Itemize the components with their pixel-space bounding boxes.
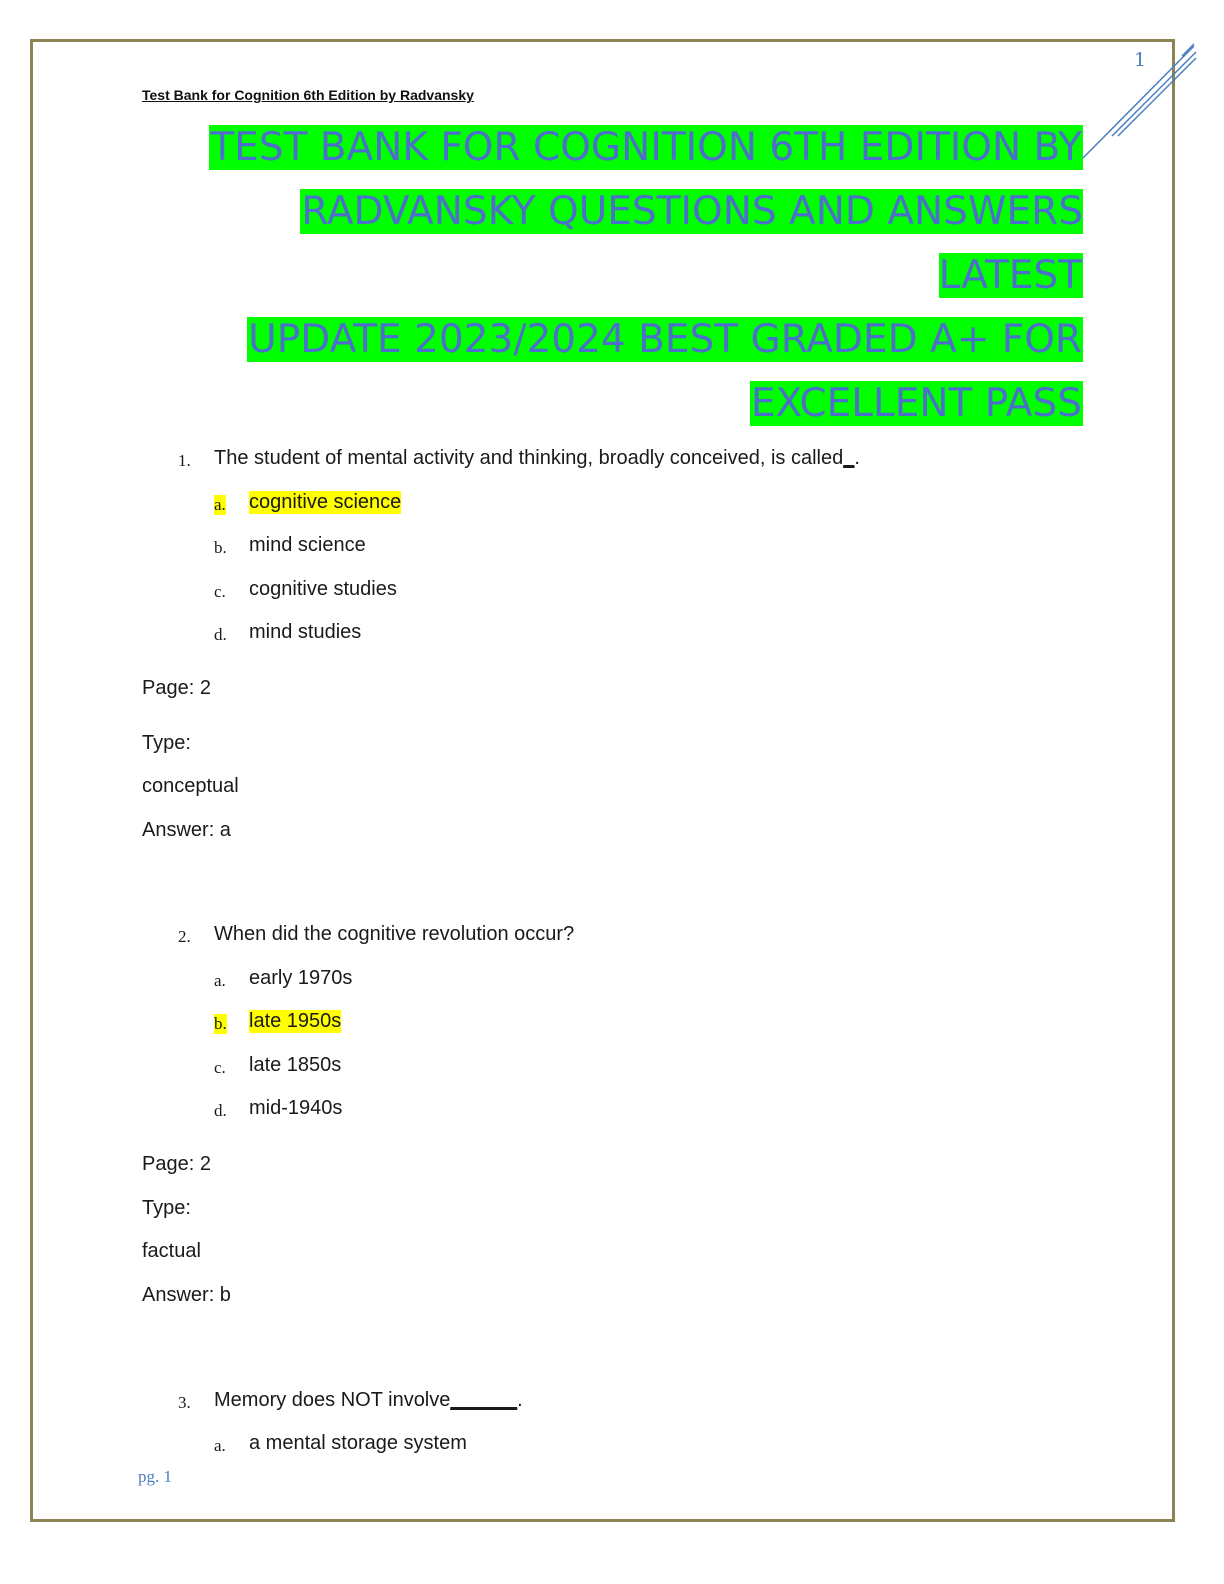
type-value: conceptual [142, 775, 239, 797]
document-header: Test Bank for Cognition 6th Edition by Radvansky [142, 87, 474, 103]
option-letter: b. [214, 538, 227, 557]
type-label: Type: [142, 732, 191, 754]
title-line: TEST BANK FOR COGNITION 6TH EDITION BY [210, 125, 1082, 170]
question-number: 1. [178, 451, 191, 470]
option-letter: d. [214, 1101, 227, 1120]
title-line: RADVANSKY QUESTIONS AND ANSWERS LATEST [301, 189, 1083, 298]
option-letter: a. [214, 495, 226, 514]
answer-key: Answer: a [142, 819, 231, 841]
page-reference: Page: 2 [142, 677, 211, 699]
option-text-correct: late 1950s [249, 1010, 342, 1032]
option-letter: b. [214, 1014, 227, 1033]
option-text-correct: cognitive science [249, 491, 402, 513]
option-letter: c. [214, 582, 226, 601]
option-text: mind science [249, 534, 366, 556]
option-letter: c. [214, 1058, 226, 1077]
option-letter: a. [214, 971, 226, 990]
question-number: 3. [178, 1393, 191, 1412]
answer-blank: _ [843, 447, 855, 469]
option-text: cognitive studies [249, 578, 397, 600]
question-number: 2. [178, 927, 191, 946]
question-text: When did the cognitive revolution occur? [214, 923, 575, 945]
title-line: UPDATE 2023/2024 BEST GRADED A+ FOR [248, 317, 1082, 362]
option-letter: d. [214, 625, 227, 644]
type-value: factual [142, 1240, 201, 1262]
page-footer: pg. 1 [138, 1467, 172, 1486]
title-line: EXCELLENT PASS [750, 381, 1082, 426]
option-text: mid-1940s [249, 1097, 343, 1119]
document-title [150, 116, 1083, 436]
question-text: The student of mental activity and thinking, broadly conceived, is called_. [214, 447, 860, 469]
option-text: mind studies [249, 621, 362, 643]
answer-blank: ______ [450, 1389, 518, 1411]
question-text: Memory does NOT involve______. [214, 1389, 523, 1411]
option-text: a mental storage system [249, 1432, 467, 1454]
option-letter: a. [214, 1436, 226, 1455]
type-label: Type: [142, 1197, 191, 1219]
option-text: early 1970s [249, 967, 353, 989]
answer-key: Answer: b [142, 1284, 231, 1306]
page-number: 1 [1134, 49, 1147, 71]
page-reference: Page: 2 [142, 1153, 211, 1175]
option-text: late 1850s [249, 1054, 342, 1076]
